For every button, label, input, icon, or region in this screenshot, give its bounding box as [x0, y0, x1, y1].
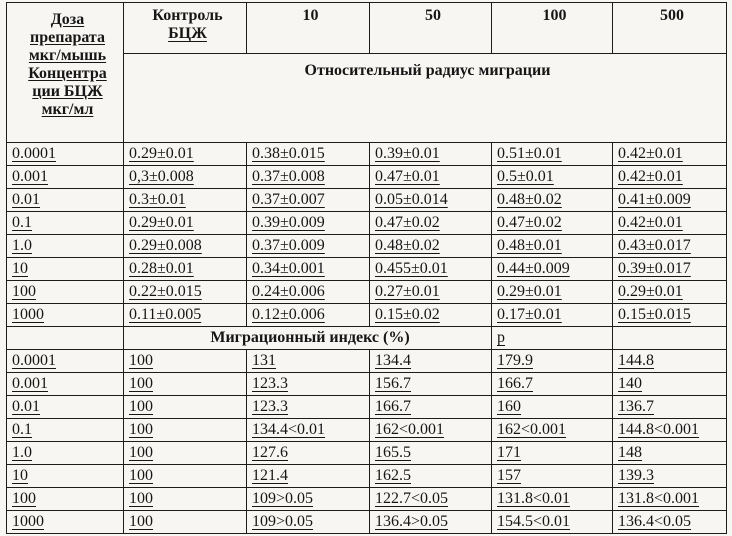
value-cell: 0.29±0.01 [492, 281, 613, 304]
value-cell: 144.8 [613, 350, 727, 373]
value-cell: 0.37±0.009 [247, 235, 370, 258]
table-row [7, 465, 727, 488]
value-cell: 136.4>0.05 [370, 511, 492, 534]
blank-cell [613, 327, 727, 350]
value-cell: 0.47±0.02 [492, 212, 613, 235]
dose-column-header: 100 [492, 3, 613, 54]
value-cell: 0.42±0.01 [613, 166, 727, 189]
index-title-row [7, 327, 727, 350]
dose-column-header: 50 [370, 3, 492, 54]
value-cell: 100 [124, 350, 247, 373]
table-row [7, 350, 727, 373]
table-row [7, 304, 727, 327]
p-label: p [492, 327, 613, 350]
control-header-cell [124, 3, 247, 54]
value-cell: 0.5±0.01 [492, 166, 613, 189]
value-cell: 100 [124, 488, 247, 511]
dose-column-header: 500 [613, 3, 727, 54]
value-cell: 123.3 [247, 396, 370, 419]
value-cell: 0.47±0.01 [370, 166, 492, 189]
value-cell: 0.48±0.02 [492, 189, 613, 212]
value-cell: 0.15±0.02 [370, 304, 492, 327]
value-cell: 0.28±0.01 [124, 258, 247, 281]
value-cell: 136.7 [613, 396, 727, 419]
table-row [7, 396, 727, 419]
value-cell: 0.11±0.005 [124, 304, 247, 327]
value-cell: 100 [124, 465, 247, 488]
table-row [7, 212, 727, 235]
conc-cell: 100 [7, 281, 124, 304]
value-cell: 162<0.001 [370, 419, 492, 442]
value-cell: 123.3 [247, 373, 370, 396]
value-cell: 0.22±0.015 [124, 281, 247, 304]
table-row [7, 488, 727, 511]
header-row [7, 3, 727, 54]
value-cell: 109>0.05 [247, 511, 370, 534]
conc-cell: 10 [7, 465, 124, 488]
table-row [7, 281, 727, 304]
value-cell: 0.41±0.009 [613, 189, 727, 212]
value-cell: 0.37±0.008 [247, 166, 370, 189]
value-cell: 0.34±0.001 [247, 258, 370, 281]
conc-cell: 0.01 [7, 189, 124, 212]
conc-cell: 1.0 [7, 235, 124, 258]
table-row [7, 373, 727, 396]
value-cell: 160 [492, 396, 613, 419]
conc-cell: 1.0 [7, 442, 124, 465]
value-cell: 0.39±0.009 [247, 212, 370, 235]
value-cell: 0.42±0.01 [613, 143, 727, 166]
value-cell: 134.4<0.01 [247, 419, 370, 442]
value-cell: 136.4<0.05 [613, 511, 727, 534]
value-cell: 109>0.05 [247, 488, 370, 511]
value-cell: 162<0.001 [492, 419, 613, 442]
value-cell: 0.17±0.01 [492, 304, 613, 327]
table-row [7, 235, 727, 258]
dose-label-line: Концентра [28, 65, 107, 82]
value-cell: 0.48±0.01 [492, 235, 613, 258]
value-cell: 0.05±0.014 [370, 189, 492, 212]
value-cell: 0.29±0.01 [124, 143, 247, 166]
value-cell: 139.3 [613, 465, 727, 488]
value-cell: 0.38±0.015 [247, 143, 370, 166]
value-cell: 100 [124, 396, 247, 419]
value-cell: 127.6 [247, 442, 370, 465]
radius-section-title: Относительный радиус миграции [124, 54, 727, 143]
dose-label-line: ции БЦЖ [32, 83, 103, 100]
blank-cell [7, 327, 124, 350]
value-cell: 140 [613, 373, 727, 396]
value-cell: 0.455±0.01 [370, 258, 492, 281]
table-row [7, 258, 727, 281]
table-row [7, 511, 727, 534]
conc-cell: 0.0001 [7, 143, 124, 166]
dose-column-header: 10 [247, 3, 370, 54]
control-label-line: БЦЖ [168, 25, 207, 42]
value-cell: 165.5 [370, 442, 492, 465]
conc-cell: 0.001 [7, 166, 124, 189]
value-cell: 166.7 [492, 373, 613, 396]
table-row [7, 419, 727, 442]
value-cell: 100 [124, 419, 247, 442]
value-cell: 131.8<0.001 [613, 488, 727, 511]
value-cell: 0.15±0.015 [613, 304, 727, 327]
value-cell: 162.5 [370, 465, 492, 488]
dose-label-line: Доза [50, 11, 85, 28]
conc-cell: 1000 [7, 511, 124, 534]
value-cell: 157 [492, 465, 613, 488]
value-cell: 0.42±0.01 [613, 212, 727, 235]
value-cell: 0.48±0.02 [370, 235, 492, 258]
value-cell: 0.29±0.01 [613, 281, 727, 304]
conc-cell: 0.1 [7, 419, 124, 442]
conc-cell: 0.1 [7, 212, 124, 235]
value-cell: 134.4 [370, 350, 492, 373]
conc-cell: 0.001 [7, 373, 124, 396]
conc-cell: 1000 [7, 304, 124, 327]
table-row [7, 143, 727, 166]
index-section-title: Миграционный индекс (%) [124, 327, 492, 350]
value-cell: 0.39±0.017 [613, 258, 727, 281]
value-cell: 0.12±0.006 [247, 304, 370, 327]
value-cell: 0.29±0.008 [124, 235, 247, 258]
value-cell: 0.24±0.006 [247, 281, 370, 304]
value-cell: 0.27±0.01 [370, 281, 492, 304]
value-cell: 0.43±0.017 [613, 235, 727, 258]
value-cell: 0.29±0.01 [124, 212, 247, 235]
value-cell: 0.47±0.02 [370, 212, 492, 235]
conc-cell: 10 [7, 258, 124, 281]
conc-cell: 0.01 [7, 396, 124, 419]
value-cell: 121.4 [247, 465, 370, 488]
value-cell: 156.7 [370, 373, 492, 396]
control-label-line: Контроль [152, 7, 223, 24]
conc-cell: 0.0001 [7, 350, 124, 373]
value-cell: 171 [492, 442, 613, 465]
data-table [6, 2, 727, 534]
table-row [7, 189, 727, 212]
dose-label-line: мкг/мл [41, 101, 94, 118]
value-cell: 0.3±0.01 [124, 189, 247, 212]
table-row [7, 442, 727, 465]
value-cell: 0.39±0.01 [370, 143, 492, 166]
value-cell: 148 [613, 442, 727, 465]
dose-header-cell [7, 3, 124, 143]
value-cell: 0,3±0.008 [124, 166, 247, 189]
value-cell: 0.44±0.009 [492, 258, 613, 281]
dose-label-line: препарата [30, 29, 105, 46]
value-cell: 154.5<0.01 [492, 511, 613, 534]
value-cell: 100 [124, 442, 247, 465]
dose-label-line: мкг/мышь [28, 47, 107, 64]
value-cell: 166.7 [370, 396, 492, 419]
value-cell: 100 [124, 373, 247, 396]
value-cell: 131.8<0.01 [492, 488, 613, 511]
value-cell: 0.51±0.01 [492, 143, 613, 166]
value-cell: 131 [247, 350, 370, 373]
value-cell: 144.8<0.001 [613, 419, 727, 442]
conc-cell: 100 [7, 488, 124, 511]
value-cell: 179.9 [492, 350, 613, 373]
value-cell: 0.37±0.007 [247, 189, 370, 212]
value-cell: 100 [124, 511, 247, 534]
value-cell: 122.7<0.05 [370, 488, 492, 511]
table-row [7, 166, 727, 189]
